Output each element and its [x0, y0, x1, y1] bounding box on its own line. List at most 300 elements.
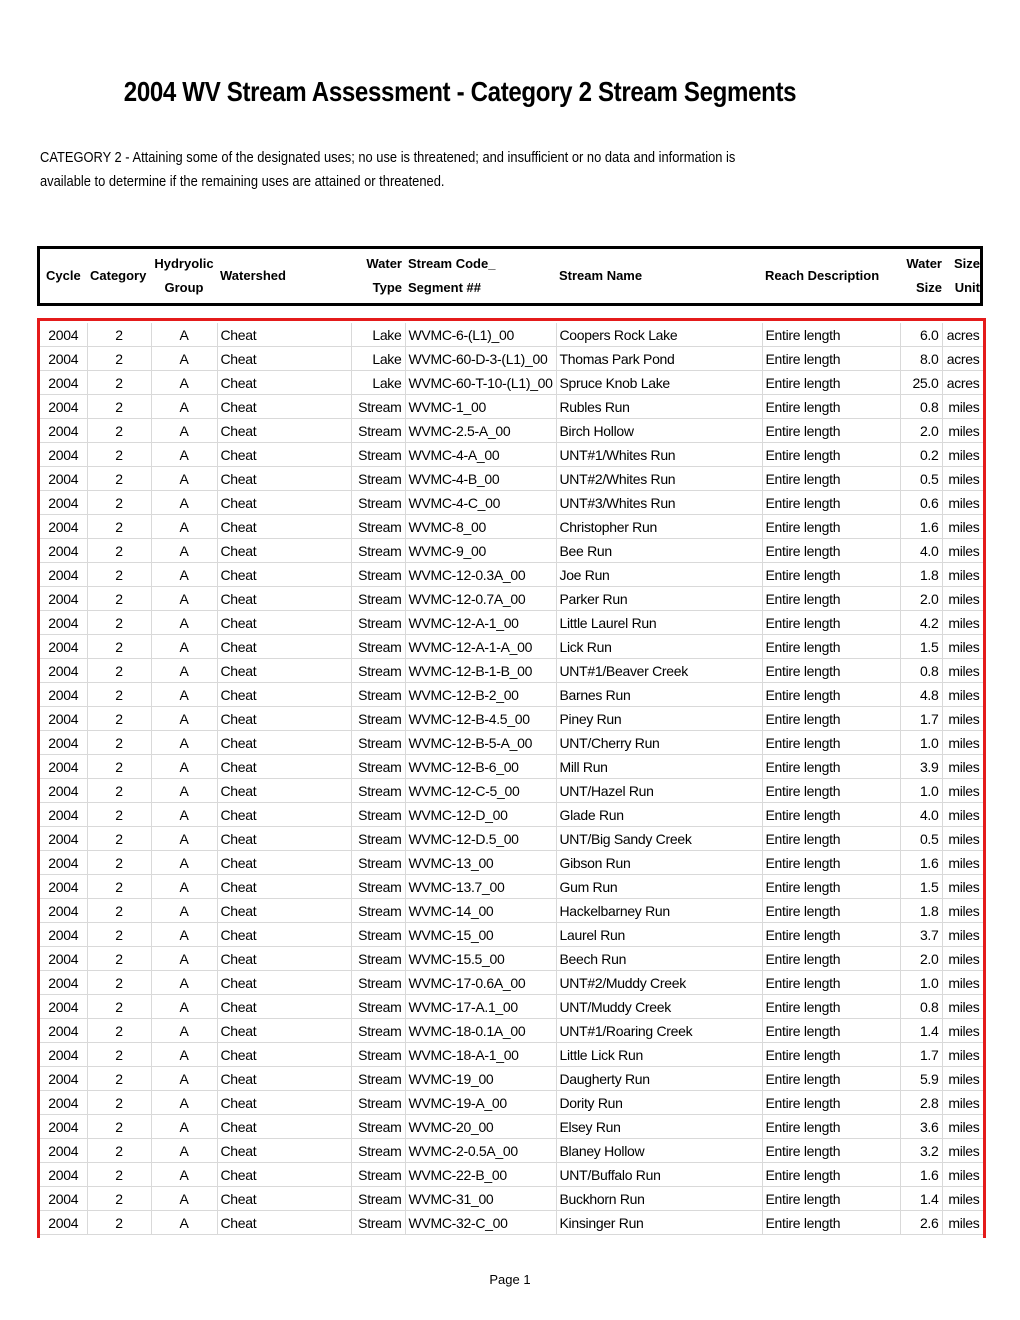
cell-stream-name: UNT/Buffalo Run: [556, 1163, 762, 1187]
table-row: [40, 659, 983, 683]
cell-size-unit: miles: [942, 611, 983, 635]
header-stream-code: Stream Code_ Segment ##: [408, 256, 496, 295]
cell-hydrologic-group: A: [151, 1019, 217, 1043]
cell-stream-name: Gum Run: [556, 875, 762, 899]
cell-category: 2: [87, 467, 151, 491]
cell-watershed: Cheat: [217, 1091, 351, 1115]
cell-stream-code: WVMC-1_00: [405, 395, 556, 419]
cell-category: 2: [87, 803, 151, 827]
cell-stream-code: WVMC-18-0.1A_00: [405, 1019, 556, 1043]
table-row: [40, 1163, 983, 1187]
cell-stream-code: WVMC-14_00: [405, 899, 556, 923]
cell-watershed: Cheat: [217, 707, 351, 731]
cell-stream-name: Beech Run: [556, 947, 762, 971]
table-row: [40, 611, 983, 635]
cell-cycle: 2004: [40, 395, 87, 419]
cell-size-unit: miles: [942, 779, 983, 803]
cell-stream-code: WVMC-12-D.5_00: [405, 827, 556, 851]
cell-hydrologic-group: A: [151, 1115, 217, 1139]
table-row: [40, 323, 983, 347]
table-row: [40, 827, 983, 851]
cell-category: 2: [87, 779, 151, 803]
cell-stream-name: Lick Run: [556, 635, 762, 659]
cell-watershed: Cheat: [217, 851, 351, 875]
cell-size-unit: miles: [942, 395, 983, 419]
cell-stream-code: WVMC-12-B-2_00: [405, 683, 556, 707]
cell-size-unit: miles: [942, 539, 983, 563]
cell-water-size: 4.0: [900, 803, 942, 827]
cell-hydrologic-group: A: [151, 803, 217, 827]
cell-reach-description: Entire length: [762, 395, 900, 419]
cell-water-type: Stream: [351, 875, 405, 899]
cell-water-size: 0.5: [900, 467, 942, 491]
cell-water-size: 3.6: [900, 1115, 942, 1139]
cell-water-size: 4.8: [900, 683, 942, 707]
cell-cycle: 2004: [40, 1043, 87, 1067]
cell-water-size: 6.0: [900, 323, 942, 347]
cell-stream-code: WVMC-4-C_00: [405, 491, 556, 515]
cell-water-size: 1.7: [900, 1043, 942, 1067]
cell-category: 2: [87, 587, 151, 611]
cell-hydrologic-group: A: [151, 683, 217, 707]
cell-water-type: Stream: [351, 1043, 405, 1067]
cell-cycle: 2004: [40, 1115, 87, 1139]
header-category: Category: [90, 268, 147, 283]
cell-stream-name: Joe Run: [556, 563, 762, 587]
cell-size-unit: miles: [942, 755, 983, 779]
cell-reach-description: Entire length: [762, 323, 900, 347]
cell-reach-description: Entire length: [762, 875, 900, 899]
cell-hydrologic-group: A: [151, 347, 217, 371]
cell-water-size: 2.0: [900, 947, 942, 971]
cell-stream-code: WVMC-8_00: [405, 515, 556, 539]
cell-hydrologic-group: A: [151, 971, 217, 995]
cell-cycle: 2004: [40, 1067, 87, 1091]
cell-category: 2: [87, 827, 151, 851]
cell-water-type: Stream: [351, 827, 405, 851]
cell-stream-name: UNT/Muddy Creek: [556, 995, 762, 1019]
cell-cycle: 2004: [40, 1211, 87, 1235]
cell-hydrologic-group: A: [151, 947, 217, 971]
cell-stream-code: WVMC-15.5_00: [405, 947, 556, 971]
cell-water-size: 0.8: [900, 995, 942, 1019]
cell-size-unit: acres: [942, 347, 983, 371]
cell-category: 2: [87, 539, 151, 563]
cell-stream-name: Hackelbarney Run: [556, 899, 762, 923]
cell-reach-description: Entire length: [762, 347, 900, 371]
table-row: [40, 1211, 983, 1235]
cell-cycle: 2004: [40, 779, 87, 803]
table-row: [40, 779, 983, 803]
cell-reach-description: Entire length: [762, 851, 900, 875]
cell-reach-description: Entire length: [762, 371, 900, 395]
cell-size-unit: miles: [942, 803, 983, 827]
cell-cycle: 2004: [40, 803, 87, 827]
cell-size-unit: miles: [942, 1163, 983, 1187]
cell-stream-name: Daugherty Run: [556, 1067, 762, 1091]
cell-stream-code: WVMC-32-C_00: [405, 1211, 556, 1235]
cell-cycle: 2004: [40, 515, 87, 539]
cell-watershed: Cheat: [217, 467, 351, 491]
cell-water-type: Stream: [351, 1019, 405, 1043]
cell-hydrologic-group: A: [151, 515, 217, 539]
table-row: [40, 371, 983, 395]
cell-size-unit: miles: [942, 731, 983, 755]
cell-water-type: Lake: [351, 371, 405, 395]
cell-watershed: Cheat: [217, 1067, 351, 1091]
cell-stream-code: WVMC-60-D-3-(L1)_00: [405, 347, 556, 371]
cell-watershed: Cheat: [217, 923, 351, 947]
header-size-unit: Size Unit: [953, 256, 980, 295]
cell-category: 2: [87, 923, 151, 947]
cell-watershed: Cheat: [217, 323, 351, 347]
cell-cycle: 2004: [40, 563, 87, 587]
cell-size-unit: miles: [942, 947, 983, 971]
cell-watershed: Cheat: [217, 683, 351, 707]
table-row: [40, 875, 983, 899]
cell-stream-name: UNT/Cherry Run: [556, 731, 762, 755]
cell-water-size: 1.5: [900, 875, 942, 899]
cell-size-unit: miles: [942, 635, 983, 659]
cell-stream-code: WVMC-12-B-5-A_00: [405, 731, 556, 755]
cell-size-unit: miles: [942, 827, 983, 851]
cell-category: 2: [87, 995, 151, 1019]
cell-category: 2: [87, 371, 151, 395]
cell-size-unit: miles: [942, 707, 983, 731]
cell-reach-description: Entire length: [762, 419, 900, 443]
cell-hydrologic-group: A: [151, 371, 217, 395]
cell-water-type: Stream: [351, 587, 405, 611]
cell-watershed: Cheat: [217, 443, 351, 467]
cell-stream-name: Christopher Run: [556, 515, 762, 539]
cell-category: 2: [87, 323, 151, 347]
table-body: [37, 318, 986, 1238]
cell-stream-name: Gibson Run: [556, 851, 762, 875]
cell-cycle: 2004: [40, 323, 87, 347]
cell-water-size: 0.8: [900, 395, 942, 419]
table-row: [40, 899, 983, 923]
cell-water-type: Stream: [351, 1115, 405, 1139]
cell-size-unit: miles: [942, 1043, 983, 1067]
table-row: [40, 1115, 983, 1139]
cell-stream-name: UNT#2/Whites Run: [556, 467, 762, 491]
cell-category: 2: [87, 1187, 151, 1211]
cell-water-type: Stream: [351, 851, 405, 875]
cell-stream-name: UNT/Big Sandy Creek: [556, 827, 762, 851]
cell-size-unit: miles: [942, 875, 983, 899]
cell-cycle: 2004: [40, 1163, 87, 1187]
cell-water-type: Stream: [351, 1091, 405, 1115]
cell-water-size: 1.0: [900, 731, 942, 755]
cell-stream-name: Rubles Run: [556, 395, 762, 419]
cell-cycle: 2004: [40, 923, 87, 947]
cell-hydrologic-group: A: [151, 563, 217, 587]
cell-stream-code: WVMC-22-B_00: [405, 1163, 556, 1187]
cell-water-type: Stream: [351, 803, 405, 827]
table-row: [40, 587, 983, 611]
cell-cycle: 2004: [40, 347, 87, 371]
cell-stream-name: Laurel Run: [556, 923, 762, 947]
cell-watershed: Cheat: [217, 1139, 351, 1163]
cell-watershed: Cheat: [217, 1163, 351, 1187]
header-reach-description: Reach Description: [765, 268, 880, 283]
cell-water-type: Stream: [351, 419, 405, 443]
cell-size-unit: miles: [942, 515, 983, 539]
cell-stream-name: Blaney Hollow: [556, 1139, 762, 1163]
cell-hydrologic-group: A: [151, 539, 217, 563]
cell-stream-name: Barnes Run: [556, 683, 762, 707]
cell-reach-description: Entire length: [762, 491, 900, 515]
cell-water-type: Stream: [351, 779, 405, 803]
cell-water-size: 2.0: [900, 419, 942, 443]
cell-water-type: Stream: [351, 707, 405, 731]
cell-water-size: 0.6: [900, 491, 942, 515]
cell-stream-code: WVMC-19-A_00: [405, 1091, 556, 1115]
cell-watershed: Cheat: [217, 1043, 351, 1067]
table-row: [40, 1091, 983, 1115]
cell-cycle: 2004: [40, 491, 87, 515]
cell-reach-description: Entire length: [762, 587, 900, 611]
cell-water-type: Stream: [351, 539, 405, 563]
cell-hydrologic-group: A: [151, 1211, 217, 1235]
header-water-type: Water Type: [366, 256, 402, 295]
cell-watershed: Cheat: [217, 731, 351, 755]
cell-stream-code: WVMC-60-T-10-(L1)_00: [405, 371, 556, 395]
table-row: [40, 467, 983, 491]
cell-cycle: 2004: [40, 827, 87, 851]
cell-stream-code: WVMC-12-0.7A_00: [405, 587, 556, 611]
cell-water-size: 25.0: [900, 371, 942, 395]
header-watershed: Watershed: [220, 268, 286, 283]
cell-hydrologic-group: A: [151, 1091, 217, 1115]
cell-stream-name: Thomas Park Pond: [556, 347, 762, 371]
cell-reach-description: Entire length: [762, 1139, 900, 1163]
table-row: [40, 1139, 983, 1163]
cell-watershed: Cheat: [217, 515, 351, 539]
cell-watershed: Cheat: [217, 1187, 351, 1211]
cell-category: 2: [87, 1211, 151, 1235]
cell-reach-description: Entire length: [762, 803, 900, 827]
header-water-size: Water Size: [906, 256, 942, 295]
cell-watershed: Cheat: [217, 419, 351, 443]
cell-watershed: Cheat: [217, 971, 351, 995]
table-row: [40, 491, 983, 515]
cell-water-type: Stream: [351, 683, 405, 707]
cell-stream-name: UNT#1/Whites Run: [556, 443, 762, 467]
cell-stream-name: Little Laurel Run: [556, 611, 762, 635]
cell-watershed: Cheat: [217, 875, 351, 899]
cell-stream-code: WVMC-31_00: [405, 1187, 556, 1211]
table-row: [40, 635, 983, 659]
cell-cycle: 2004: [40, 1091, 87, 1115]
cell-stream-code: WVMC-9_00: [405, 539, 556, 563]
cell-water-size: 1.0: [900, 779, 942, 803]
table-row: [40, 347, 983, 371]
cell-water-size: 1.0: [900, 971, 942, 995]
cell-cycle: 2004: [40, 851, 87, 875]
cell-stream-name: Glade Run: [556, 803, 762, 827]
cell-size-unit: miles: [942, 443, 983, 467]
table-row: [40, 923, 983, 947]
cell-size-unit: miles: [942, 467, 983, 491]
data-table: [40, 323, 984, 1235]
cell-category: 2: [87, 731, 151, 755]
cell-reach-description: Entire length: [762, 1187, 900, 1211]
cell-size-unit: miles: [942, 1115, 983, 1139]
cell-stream-code: WVMC-12-B-1-B_00: [405, 659, 556, 683]
cell-hydrologic-group: A: [151, 395, 217, 419]
cell-stream-name: Kinsinger Run: [556, 1211, 762, 1235]
cell-stream-code: WVMC-18-A-1_00: [405, 1043, 556, 1067]
cell-watershed: Cheat: [217, 635, 351, 659]
cell-stream-name: UNT#1/Roaring Creek: [556, 1019, 762, 1043]
cell-watershed: Cheat: [217, 779, 351, 803]
header-hydrologic-group: Hydryolic Group: [154, 256, 214, 295]
cell-cycle: 2004: [40, 1187, 87, 1211]
cell-cycle: 2004: [40, 875, 87, 899]
table-row: [40, 419, 983, 443]
cell-watershed: Cheat: [217, 1211, 351, 1235]
cell-cycle: 2004: [40, 995, 87, 1019]
cell-reach-description: Entire length: [762, 899, 900, 923]
cell-hydrologic-group: A: [151, 659, 217, 683]
cell-stream-name: Elsey Run: [556, 1115, 762, 1139]
cell-stream-name: Birch Hollow: [556, 419, 762, 443]
cell-water-size: 0.5: [900, 827, 942, 851]
cell-stream-code: WVMC-13_00: [405, 851, 556, 875]
cell-stream-name: Piney Run: [556, 707, 762, 731]
cell-water-type: Stream: [351, 467, 405, 491]
cell-watershed: Cheat: [217, 1115, 351, 1139]
cell-category: 2: [87, 395, 151, 419]
cell-stream-name: Coopers Rock Lake: [556, 323, 762, 347]
cell-size-unit: miles: [942, 659, 983, 683]
table-row: [40, 1019, 983, 1043]
cell-cycle: 2004: [40, 899, 87, 923]
cell-stream-code: WVMC-2-0.5A_00: [405, 1139, 556, 1163]
cell-reach-description: Entire length: [762, 755, 900, 779]
cell-reach-description: Entire length: [762, 779, 900, 803]
cell-water-size: 1.6: [900, 851, 942, 875]
cell-reach-description: Entire length: [762, 1211, 900, 1235]
cell-stream-code: WVMC-20_00: [405, 1115, 556, 1139]
cell-hydrologic-group: A: [151, 851, 217, 875]
cell-reach-description: Entire length: [762, 611, 900, 635]
cell-cycle: 2004: [40, 371, 87, 395]
cell-water-type: Stream: [351, 515, 405, 539]
table-rows: [40, 323, 983, 1235]
cell-cycle: 2004: [40, 1139, 87, 1163]
table-row: [40, 683, 983, 707]
cell-category: 2: [87, 1163, 151, 1187]
cell-cycle: 2004: [40, 443, 87, 467]
cell-hydrologic-group: A: [151, 995, 217, 1019]
table-row: [40, 539, 983, 563]
cell-stream-code: WVMC-12-D_00: [405, 803, 556, 827]
header-cycle: Cycle: [46, 268, 81, 283]
table-row: [40, 515, 983, 539]
cell-water-size: 1.6: [900, 1163, 942, 1187]
cell-size-unit: miles: [942, 1139, 983, 1163]
table-row: [40, 395, 983, 419]
cell-cycle: 2004: [40, 467, 87, 491]
cell-cycle: 2004: [40, 659, 87, 683]
cell-hydrologic-group: A: [151, 611, 217, 635]
cell-category: 2: [87, 707, 151, 731]
cell-stream-name: Bee Run: [556, 539, 762, 563]
table-row: [40, 1187, 983, 1211]
table-row: [40, 1043, 983, 1067]
cell-stream-code: WVMC-17-A.1_00: [405, 995, 556, 1019]
cell-water-size: 0.8: [900, 659, 942, 683]
cell-water-type: Stream: [351, 947, 405, 971]
cell-stream-name: Buckhorn Run: [556, 1187, 762, 1211]
cell-stream-code: WVMC-6-(L1)_00: [405, 323, 556, 347]
cell-reach-description: Entire length: [762, 923, 900, 947]
cell-hydrologic-group: A: [151, 1067, 217, 1091]
cell-watershed: Cheat: [217, 947, 351, 971]
cell-water-size: 2.6: [900, 1211, 942, 1235]
cell-water-size: 1.6: [900, 515, 942, 539]
table-row: [40, 803, 983, 827]
cell-category: 2: [87, 347, 151, 371]
cell-water-type: Stream: [351, 611, 405, 635]
cell-reach-description: Entire length: [762, 1019, 900, 1043]
cell-reach-description: Entire length: [762, 515, 900, 539]
cell-water-size: 4.0: [900, 539, 942, 563]
cell-reach-description: Entire length: [762, 707, 900, 731]
cell-hydrologic-group: A: [151, 1043, 217, 1067]
cell-size-unit: miles: [942, 587, 983, 611]
cell-hydrologic-group: A: [151, 827, 217, 851]
cell-reach-description: Entire length: [762, 659, 900, 683]
cell-watershed: Cheat: [217, 899, 351, 923]
cell-stream-code: WVMC-2.5-A_00: [405, 419, 556, 443]
table-row: [40, 1067, 983, 1091]
cell-reach-description: Entire length: [762, 563, 900, 587]
cell-stream-code: WVMC-12-C-5_00: [405, 779, 556, 803]
cell-watershed: Cheat: [217, 803, 351, 827]
cell-category: 2: [87, 563, 151, 587]
cell-category: 2: [87, 1043, 151, 1067]
cell-size-unit: miles: [942, 491, 983, 515]
cell-hydrologic-group: A: [151, 635, 217, 659]
cell-hydrologic-group: A: [151, 419, 217, 443]
cell-hydrologic-group: A: [151, 443, 217, 467]
cell-stream-name: UNT#1/Beaver Creek: [556, 659, 762, 683]
cell-hydrologic-group: A: [151, 875, 217, 899]
cell-stream-code: WVMC-4-A_00: [405, 443, 556, 467]
cell-stream-name: Parker Run: [556, 587, 762, 611]
cell-category: 2: [87, 1115, 151, 1139]
cell-stream-name: Dority Run: [556, 1091, 762, 1115]
cell-reach-description: Entire length: [762, 1163, 900, 1187]
cell-category: 2: [87, 683, 151, 707]
cell-stream-code: WVMC-4-B_00: [405, 467, 556, 491]
cell-water-type: Stream: [351, 1211, 405, 1235]
cell-water-size: 1.8: [900, 563, 942, 587]
cell-stream-name: Spruce Knob Lake: [556, 371, 762, 395]
cell-category: 2: [87, 515, 151, 539]
cell-hydrologic-group: A: [151, 707, 217, 731]
cell-water-size: 1.8: [900, 899, 942, 923]
cell-category: 2: [87, 971, 151, 995]
table-row: [40, 755, 983, 779]
cell-hydrologic-group: A: [151, 779, 217, 803]
cell-water-size: 3.7: [900, 923, 942, 947]
cell-watershed: Cheat: [217, 539, 351, 563]
cell-stream-code: WVMC-13.7_00: [405, 875, 556, 899]
